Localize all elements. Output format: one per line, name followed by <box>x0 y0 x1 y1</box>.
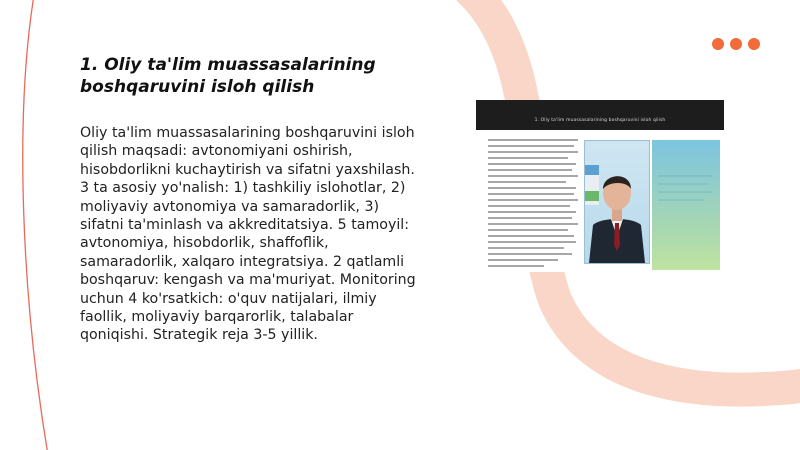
person-portrait-icon <box>585 141 649 263</box>
dot-icon <box>748 38 760 50</box>
panel-texture <box>652 140 720 270</box>
embedded-color-panel <box>652 140 720 270</box>
dot-icon <box>730 38 742 50</box>
embedded-image-header: 1. Oliy ta'lim muassasalarining boshqaruvini isloh qilish <box>476 100 724 130</box>
portrait-photo <box>584 140 650 264</box>
slide-title: 1. Oliy ta'lim muassasalarining boshqaruvini isloh qilish <box>80 55 376 97</box>
embedded-slide-image <box>476 100 724 272</box>
slide-body-text: Oliy ta'lim muassasalarining boshqaruvini isloh qilish maqsadi: avtonomiyani oshirish, hisobdorlikni kuchaytirish va sifatni yaxshilash. 3 ta asosiy yo'nalish: 1) tashkiliy islohotlar, 2) moliyaviy avtonomiya va samaradorlik, 3) sifatni ta'minlash va akkreditatsiya. 5 tamoyil: avtonomiya, hisobdorlik, shaffoflik, samaradorlik, xalqaro integratsiya. 2 qatlamli boshqaruv: kengash va ma'muriyat. Monitoring uchun 4 ko'rsatkich: o'quv natijalari, ilmiy faollik, moliyaviy barqarorlik, talabalar qoniqishi. Strategik reja 3-5 yillik. <box>80 125 416 344</box>
dot-icon <box>712 38 724 50</box>
embedded-text-lines <box>488 136 580 270</box>
decorative-dots <box>712 38 760 50</box>
left-accent-line <box>23 0 48 450</box>
